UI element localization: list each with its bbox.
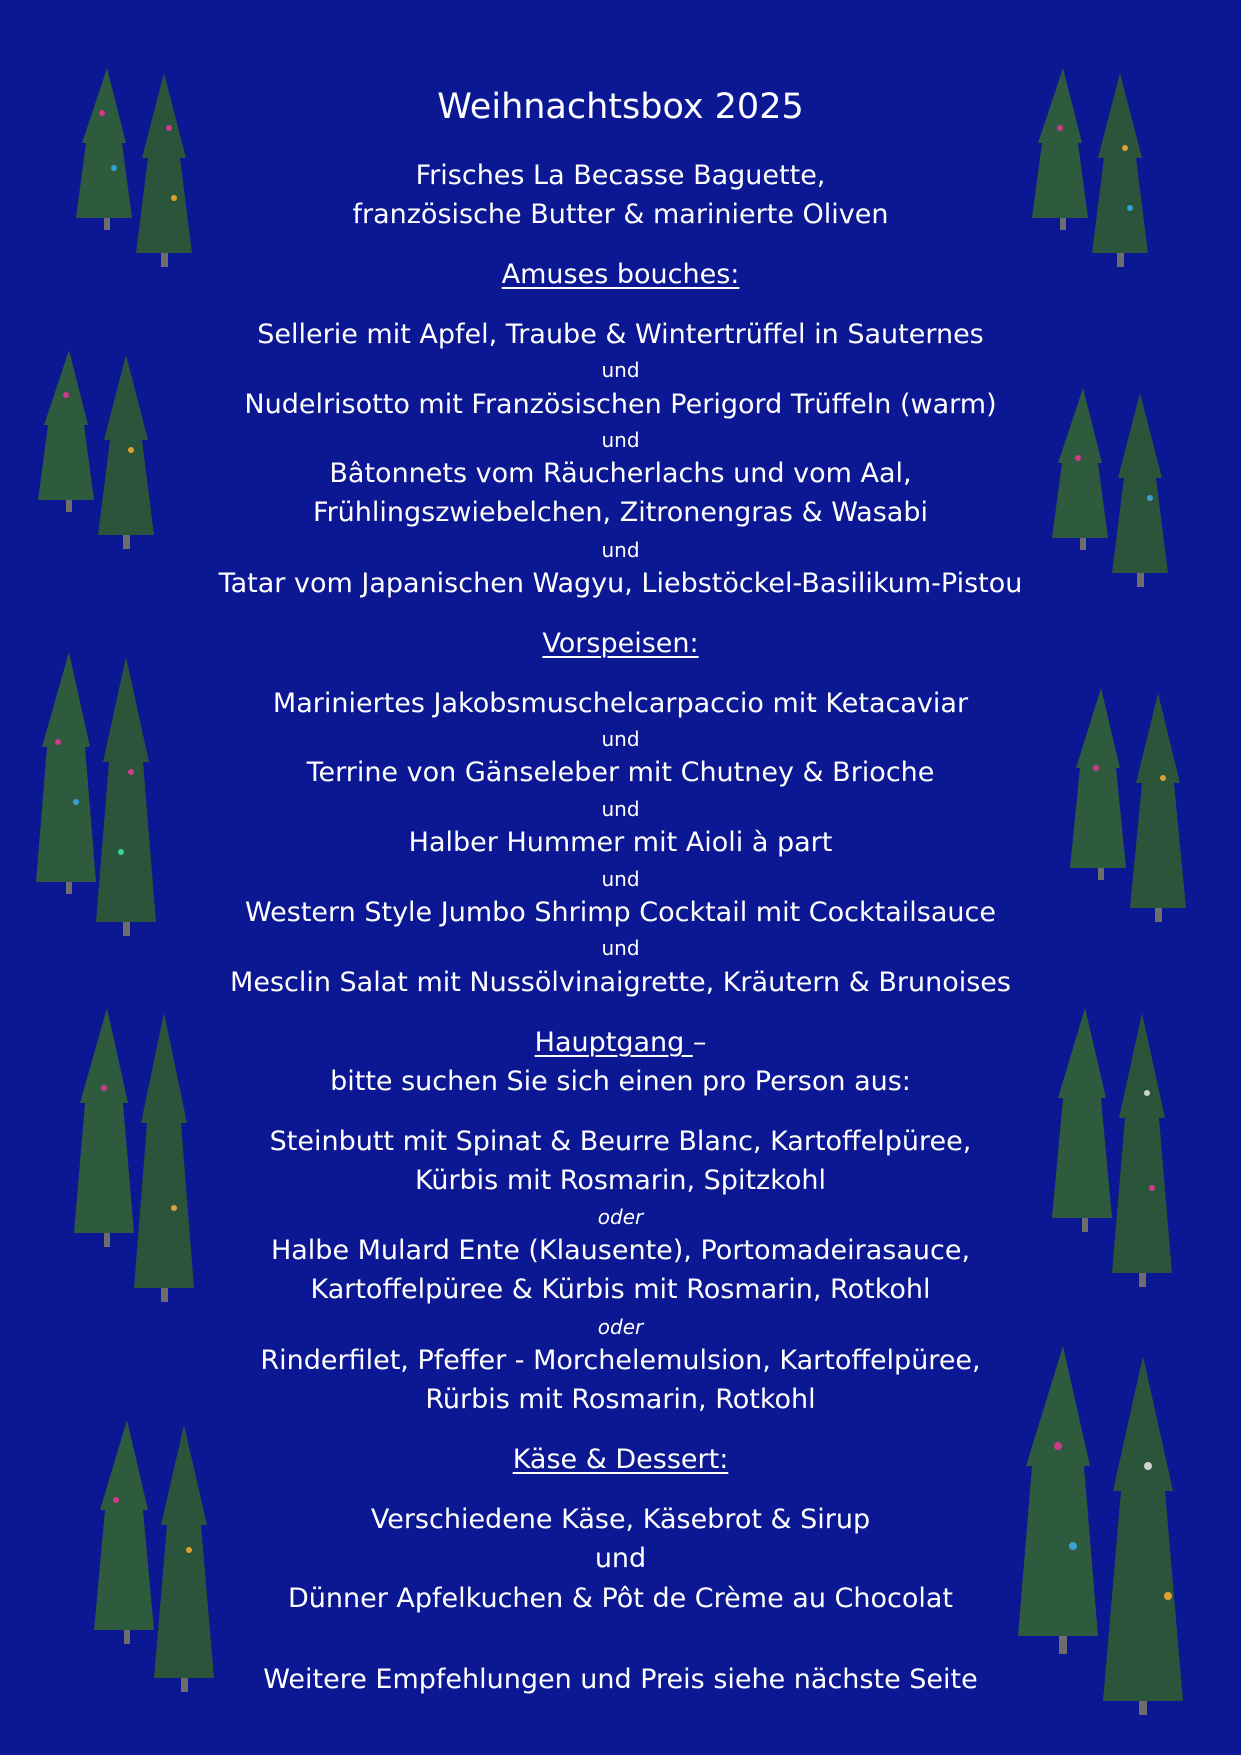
dessert-heading-text: Käse & Dessert:: [512, 1444, 729, 1475]
christmas-trees-left-3: [36, 652, 166, 942]
tree-icon: [36, 652, 166, 942]
vorspeisen-und-4: und: [601, 936, 640, 960]
vorspeisen-item-5: Mesclin Salat mit Nussölvinaigrette, Kräutern & Brunoises: [230, 967, 1011, 998]
amuses-item-3-line-1: Bâtonnets vom Räucherlachs und vom Aal,: [329, 458, 912, 489]
hauptgang-item-2-line-1: Halbe Mulard Ente (Klausente), Portomadeirasauce,: [270, 1235, 971, 1266]
amuses-und-1: und: [601, 358, 640, 382]
hauptgang-item-3-line-1: Rinderfilet, Pfeffer - Morchelemulsion, Kartoffelpüree,: [260, 1345, 981, 1376]
hauptgang-heading-text: Hauptgang: [534, 1027, 693, 1058]
amuses-und-3: und: [601, 538, 640, 562]
vorspeisen-und-1: und: [601, 727, 640, 751]
amuses-item-4: Tatar vom Japanischen Wagyu, Liebstöckel-Basilikum-Pistou: [218, 568, 1023, 599]
hauptgang-item-1-line-1: Steinbutt mit Spinat & Beurre Blanc, Kartoffelpüree,: [269, 1126, 972, 1157]
vorspeisen-und-2: und: [601, 797, 640, 821]
dessert-item-2: Dünner Apfelkuchen & Pôt de Crème au Chocolat: [288, 1583, 953, 1614]
hauptgang-item-2-line-2: Kartoffelpüree & Kürbis mit Rosmarin, Rotkohl: [310, 1274, 931, 1305]
vorspeisen-item-4: Western Style Jumbo Shrimp Cocktail mit Cocktailsauce: [245, 897, 996, 928]
hauptgang-subheading: bitte suchen Sie sich einen pro Person aus:: [330, 1066, 911, 1097]
dessert-item-1: Verschiedene Käse, Käsebrot & Sirup: [370, 1504, 871, 1535]
amuses-und-2: und: [601, 428, 640, 452]
amuses-item-1: Sellerie mit Apfel, Traube & Wintertrüffel in Sauternes: [257, 319, 984, 350]
menu-title: Weihnachtsbox 2025: [437, 87, 804, 127]
hauptgang-item-1-line-2: Kürbis mit Rosmarin, Spitzkohl: [414, 1165, 827, 1196]
hauptgang-oder-1: oder: [597, 1205, 644, 1229]
hauptgang-oder-2: oder: [597, 1315, 644, 1339]
hauptgang-item-3-line-2: Rürbis mit Rosmarin, Rotkohl: [425, 1384, 816, 1415]
vorspeisen-item-3: Halber Hummer mit Aioli à part: [408, 827, 833, 858]
vorspeisen-item-1: Mariniertes Jakobsmuschelcarpaccio mit Ketacaviar: [272, 688, 969, 719]
bread-line-1: Frisches La Becasse Baguette,: [415, 160, 826, 191]
footer-note: Weitere Empfehlungen und Preis siehe nächste Seite: [263, 1664, 978, 1695]
tree-icon: [36, 350, 166, 575]
amuses-heading-text: Amuses bouches:: [501, 259, 740, 290]
bread-line-2: französische Butter & marinierte Oliven: [352, 199, 889, 230]
vorspeisen-item-2: Terrine von Gänseleber mit Chutney & Brioche: [306, 757, 935, 788]
dessert-und-1: und: [594, 1543, 647, 1574]
amuses-item-3-line-2: Frühlingszwiebelchen, Zitronengras & Wasabi: [313, 497, 928, 528]
section-heading-dessert: [150, 1444, 1091, 1475]
vorspeisen-heading-text: Vorspeisen:: [542, 628, 699, 659]
amuses-item-2: Nudelrisotto mit Französischen Perigord Trüffeln (warm): [244, 389, 997, 420]
hauptgang-heading-dash: –: [692, 1027, 707, 1058]
christmas-trees-left-2: [36, 350, 166, 575]
section-heading-vorspeisen: [150, 628, 1091, 659]
section-heading-amuses: [150, 259, 1091, 290]
section-heading-hauptgang: [150, 1027, 1091, 1058]
vorspeisen-und-3: und: [601, 867, 640, 891]
